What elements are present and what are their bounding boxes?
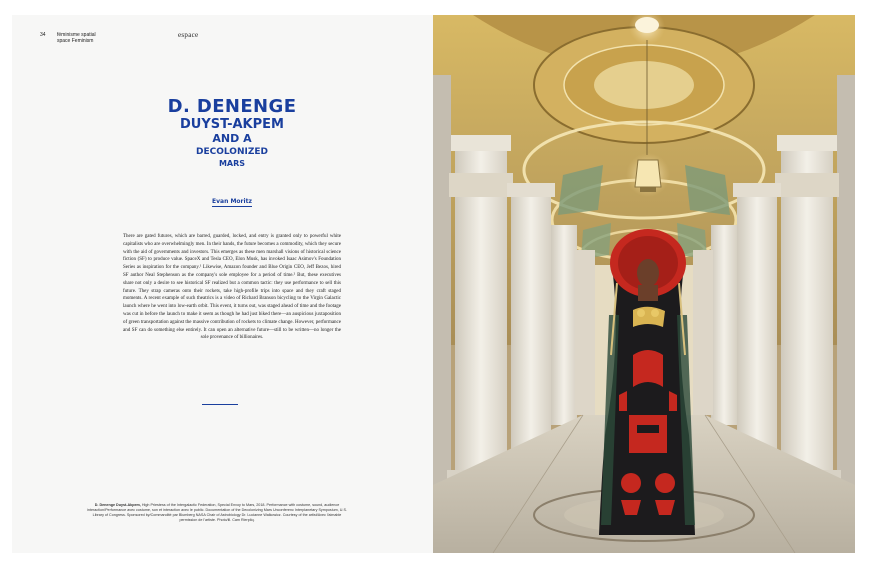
title-line-2: DUYST-AKPEM [180, 117, 284, 132]
running-head-fr: féminisme spatial [57, 32, 96, 38]
caption-text: High Priestess of the Intergalactic Federation, Special Envoy to Mars, 2018. Performance with costume, sound, audience interaction/Performance avec costume, son et interaction avec le public. Documentation of the Decolonizing Mars Unconferenc Interplanetary Symposium, U.S. Library of Congress. Sponsored by/Commandité par Blumberg NASA Chair of Astrobiology Dr. Lucianne Walkowicz. Courtesy of the artist/Avec l'aimable permission de l'artiste. Photo/ill. Cam Rierpliq. [87, 503, 347, 523]
section-rule [202, 404, 238, 405]
magazine-spread [12, 15, 855, 553]
golden-offering [633, 307, 665, 327]
author-name: Evan Moritz [212, 198, 252, 205]
page-number: 34 [40, 32, 46, 38]
author-byline [112, 198, 352, 205]
running-head [57, 32, 96, 44]
running-head-en: space Feminism [57, 38, 94, 44]
title-line-3: AND A [212, 132, 252, 145]
magazine-logo: espace [178, 31, 199, 39]
performance-photo [433, 15, 855, 553]
article-title [112, 97, 352, 169]
photo-caption [86, 503, 348, 523]
caption-artist: D. Denenge Duyst-Akpem, [94, 503, 141, 507]
article-body: There are gated futures, which are barred, guarded, locked, and entry is granted only to powerful white capitalists who are overwhelmingly men. In their hands, the future becomes a commodity, which they secure with the aid of governments and investors. This emerges as these men marshall visions of historical science fiction (SF) to produce value. SpaceX and Tesla CEO, Elon Musk, has invoked Isaac Asimov's Foundation Series as inspiration for the company.¹ Likewise, Amazon founder and Blue Origin CEO, Jeff Bezos, hired SF author Neal Stephenson as the company's sole employee for a period of time.² But, these executives share not only a desire to see historical SF realized but a common tactic: they use performance to sell this future. They strap cameras onto their rockets, take high-profile trips into space and they craft staged moments. A recent example of such theatrics is a video of Richard Branson bicycling to the Virgin Galactic launch where he went into low-earth orbit. This event, it turns out, was staged ahead of time and the footage was cut in before the launch to make it seem as though he had just biked there—an auspicious juxtaposition of green transportation against the massive contribution of rockets to climate change. However, performance and SF can do something else entirely. It can open an alternative future—still to be written—no longer the sole provenance of billionaires. [123, 234, 341, 341]
left-page [12, 15, 433, 553]
title-line-5: MARS [218, 159, 246, 168]
right-page [433, 15, 855, 553]
performer-figure [599, 229, 695, 535]
title-line-1: D. DENENGE [167, 96, 297, 117]
title-line-4: DECOLONIZED [196, 147, 268, 157]
